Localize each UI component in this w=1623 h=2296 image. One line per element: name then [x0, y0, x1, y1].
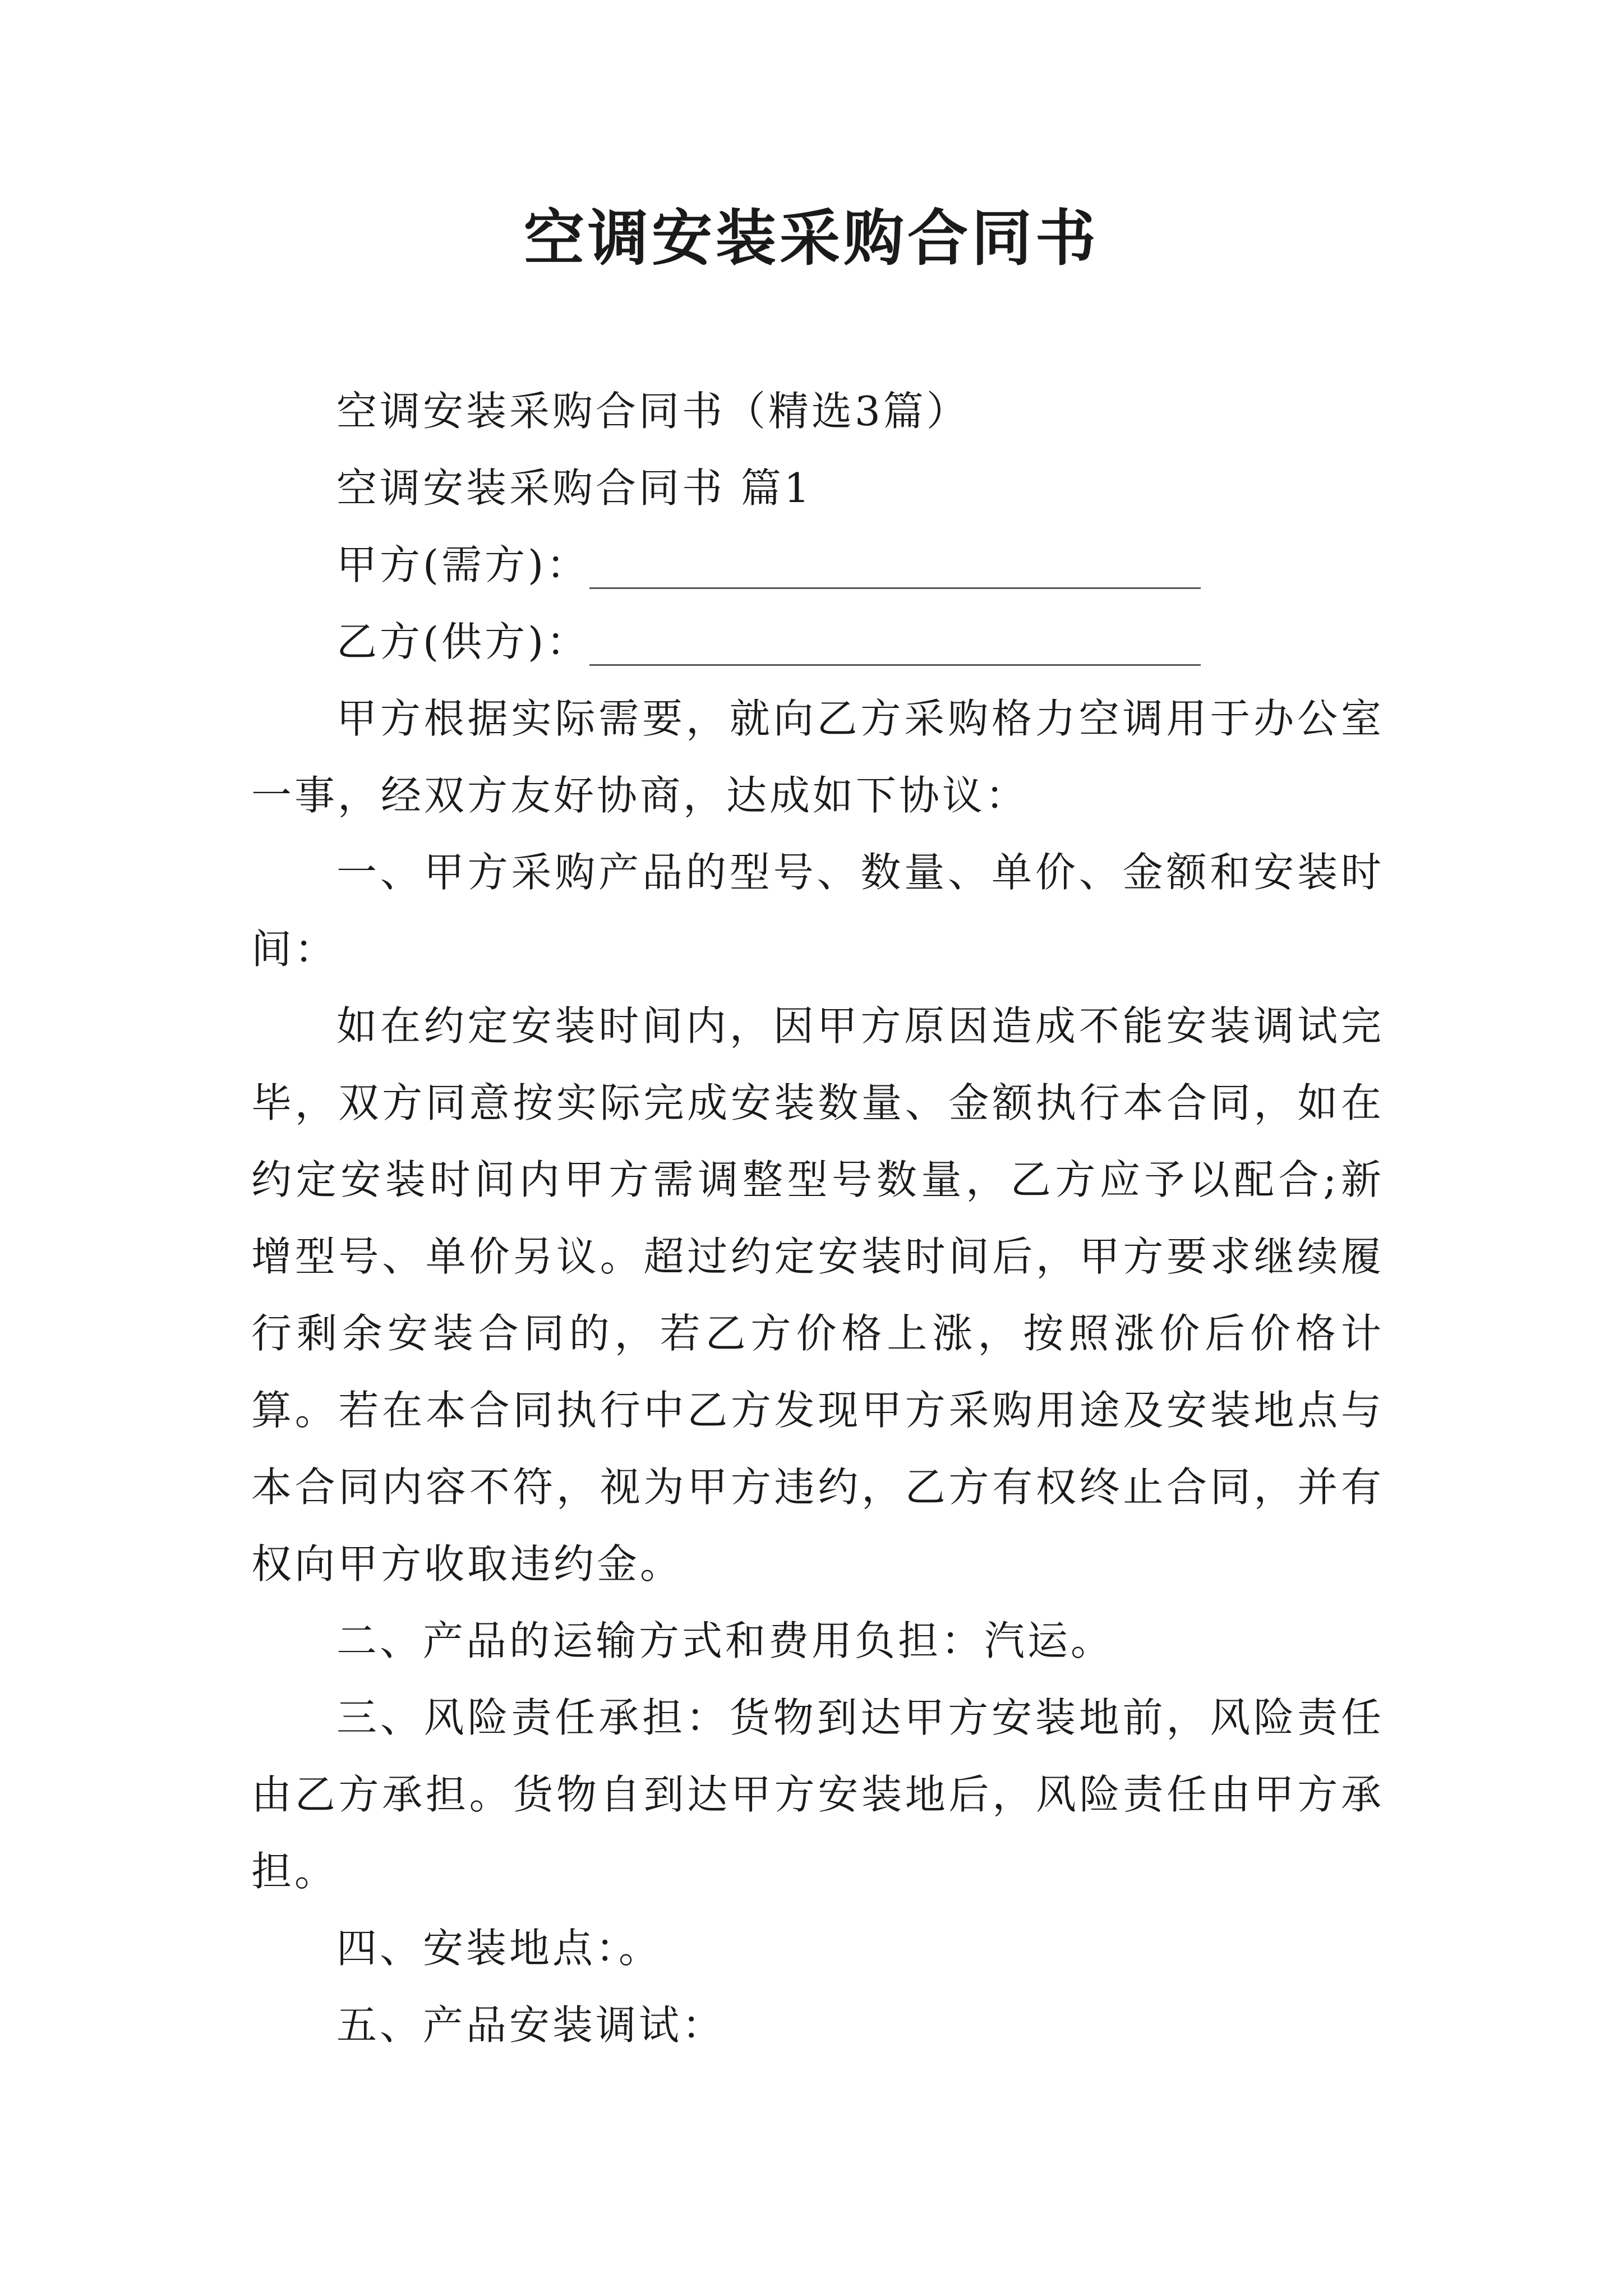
subtitle: 空调安装采购合同书（精选3篇）: [336, 388, 970, 435]
document-title: 空调安装采购合同书: [523, 203, 1099, 274]
party-b-line: [251, 604, 1384, 680]
paragraph-clause-2: 二、产品的运输方式和费用负担：汽运。: [336, 1617, 1114, 1664]
paragraph-clause-1: 一、甲方采购产品的型号、数量、单价、金额和安装时间：: [251, 849, 1384, 973]
party-a-label: 甲方(需方)：: [336, 541, 590, 588]
paragraph-clause-4: 四、安装地点：。: [336, 1925, 662, 1972]
party-b-blank: [589, 625, 1201, 666]
paragraph-clause-5: 五、产品安装调试：: [336, 2001, 726, 2049]
party-a-blank: [589, 548, 1201, 589]
party-b-label: 乙方(供方)：: [336, 618, 590, 665]
document-body: [251, 373, 1384, 2064]
paragraph-clause-3: 三、风险责任承担：货物到达甲方安装地前，风险责任由乙方承担。货物自到达甲方安装地后，风险责任由甲方承担。: [251, 1694, 1384, 1895]
part-heading: 空调安装采购合同书 篇1: [336, 464, 813, 512]
paragraph-clause-1-detail: 如在约定安装时间内，因甲方原因造成不能安装调试完毕，双方同意按实际完成安装数量、金额执行本合同，如在约定安装时间内甲方需调整型号数量，乙方应予以配合;新增型号、单价另议。超过约定安装时间后，甲方要求继续履行剩余安装合同的，若乙方价格上涨，按照涨价后价格计算。若在本合同执行中乙方发现甲方采购用途及安装地点与本合同内容不符，视为甲方违约，乙方有权终止合同，并有权向甲方收取违约金。: [251, 1002, 1384, 1588]
party-a-line: [251, 527, 1384, 604]
paragraph-intro: 甲方根据实际需要，就向乙方采购格力空调用于办公室一事，经双方友好协商，达成如下协议：: [251, 695, 1384, 819]
